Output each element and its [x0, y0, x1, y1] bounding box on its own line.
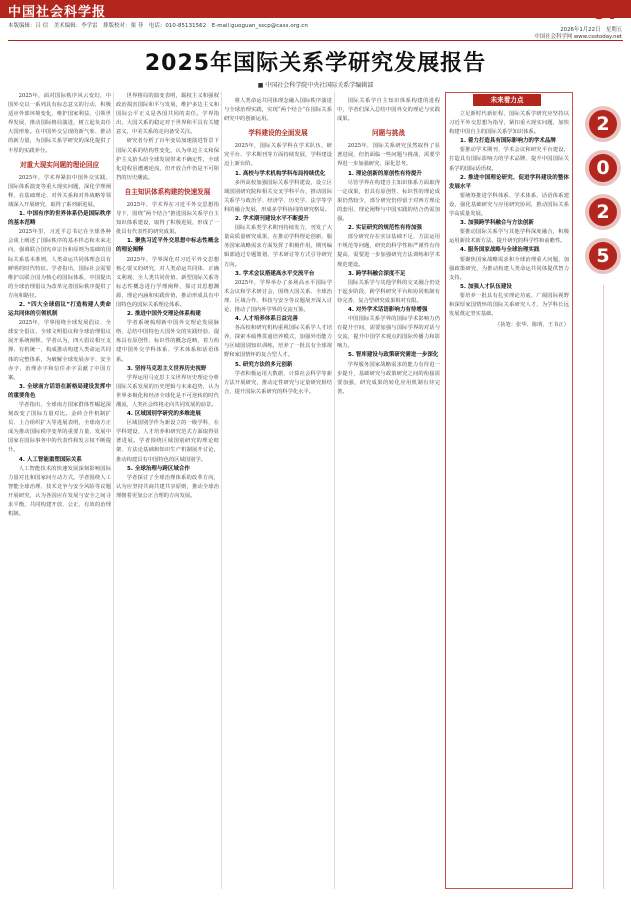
paragraph: 区域国别学作为新设立的一级学科，在学科建设、人才培养和研究范式方面取得显著进展。学者围绕区域国别研究的理论框架、方法论基础和知识生产机制展开讨论，推动构建具有中国特色的区域国别学。: [116, 420, 219, 463]
paragraph: 学者指出，全球南方国家群体性崛起深刻改变了国际力量对比。金砖合作机制扩员、上合组织扩大等进展表明，全球南方正成为推动国际秩序变革的重要力量，发展中国家在国际事务中的代表性和发言权不断提升。: [8, 402, 111, 454]
paragraph: 要聚焦国家战略需求和全球治理重大问题，加强政策研究，为推动构建人类命运共同体提供智力支持。: [449, 256, 569, 281]
paragraph: 中国国际关系学界的国际学术影响力仍有提升空间，需要加强与国际学界的对话与交流，提升中国学术观点的国际传播力和影响力。: [337, 316, 440, 350]
subheading: 5. 加强人才队伍建设: [460, 283, 512, 290]
subheading: 3. 跨学科融合深度不足: [348, 270, 406, 277]
newspaper-brand: 中国社会科学报: [8, 5, 107, 20]
paragraph: 要推动学术期刊、学术会议和研究平台建设，打造具有国际影响力的学术品牌，提升中国国际关系学的国际话语权。: [449, 147, 569, 172]
paragraph: 2025年里，习近平总书记在全球各种会谈上阐述了国际秩序的基本样态和未来走向，强调联合国宪章宗旨和原则为基础的国际关系基本准则，人类命运共同体理念具有鲜明的时代特征。学者指出，国际社会需要维护以联合国为核心的国际体系，中国提出的全球治理倡议为改革完善国际秩序提供了方向和路径。: [8, 229, 111, 299]
paragraph: 多所高校加强国际关系学科建设，设立区域国别研究院和相关交叉学科平台，推动国际关系学与政治学、经济学、历史学、法学等学科的融合发展，形成多学科协同的研究格局。: [224, 179, 332, 213]
paragraph: 学界服务国家战略需求的能力有待进一步提升，基础研究与政策研究之间的衔接需要加强，研究成果的转化应用机制有待完善。: [337, 361, 440, 395]
column-4: [337, 97, 440, 889]
paragraph: 2025年，学界举办了多场高水平国际学术会议和学术研讨会，围绕大国关系、全球治理、区域合作、科技与安全等议题展开深入讨论，推动了国内外学界的交流互鉴。: [224, 279, 332, 313]
paragraph: 要推动国际关系学与其他学科深度融合，积极运用新技术新方法，提升研究的科学性和前瞻性。: [449, 229, 569, 245]
subheading: 3. 坚持马克思主义世界历史视野: [127, 365, 207, 372]
subheading: 5. 研究方法的多元创新: [235, 361, 293, 368]
subheading: 2. 推进中国外交理论体系构建: [127, 311, 201, 318]
column-divider: [221, 92, 222, 889]
subheading: 5. 智库建设与政策研究需进一步深化: [348, 352, 439, 359]
paragraph: 国际关系类学术期刊持续发力，刊发了大量高质量研究成果，在推动学科理论创新、服务国家战略需求方面发挥了积极作用。期刊编辑部通过专题策划、学术研讨等方式引导研究方向。: [224, 225, 332, 268]
paragraph: 2025年，学界深化对习近平外交思想核心要义的研究，对人类命运共同体、正确义利观、全人类共同价值、新型国际关系等标志性概念进行学理阐释，探讨其思想渊源、理论内涵和实践价值，推动形成具有中国特色的国际关系理论体系。: [116, 256, 219, 308]
section-heading: 对重大现实问题的理论回应: [19, 160, 100, 169]
author-credit: （执笔：张华、陈明、王书正）: [494, 322, 569, 329]
paragraph: 学界运用马克思主义世界历史理论分析国际关系发展的历史逻辑与未来趋势，认为世界多极化和经济全球化是不可逆转的时代潮流，人类社会终将走向共同发展的前景。: [116, 374, 219, 408]
side-rule: [603, 285, 604, 889]
section-heading: 学科建设的全面发展: [248, 129, 308, 138]
paragraph: 要培养一批具有扎实理论功底、广阔国际视野和深厚家国情怀的国际关系研究人才，为学科长远发展奠定坚实基础。: [449, 292, 569, 318]
paragraph: 要统筹推进学科体系、学术体系、话语体系建设，强化基础研究与应用研究协同，推动国际关系学高质量发展。: [449, 192, 569, 218]
paragraph: 学者探讨了全球治理体系的改革方向，认为应坚持共商共建共享原则，推动全球治理朝着更加公正合理的方向发展。: [116, 474, 219, 499]
paragraph: 尽管学界在构建自主知识体系方面取得一定成果，但具有原创性、标识性的理论成果仍然较少，部分研究仍停留于对西方理论的套用，理论阐释与中国实践的结合仍需加强。: [337, 179, 440, 223]
editor-info: 本版编辑：吕 信 美术编辑：李学雷 排版校对：栗 菲 电话：010-85131562 E-mail:guoguan_sscp@cass.org.cn: [8, 23, 308, 29]
subheading: 2. 推进中国理论研究、促进学科建设的整体发展水平: [449, 174, 569, 190]
website: 中国社会科学网 www.csstoday.net: [534, 34, 622, 40]
subheading: 2. “四大全球倡议”打造构建人类命运共同体的引领机制: [8, 301, 111, 318]
subheading: 2. 学术期刊建设水平不断提升: [235, 216, 309, 223]
masthead: [0, 0, 631, 40]
subheading: 1. 中国有序的世界体系仍是国际秩序的基本范畴: [8, 211, 111, 227]
paragraph: 学者积极运用大数据、计算社会科学等新方法开展研究，推动定性研究与定量研究相结合，提升国际关系研究的科学化水平。: [224, 370, 332, 395]
paragraph: 学者系统梳理新中国外交理论发展脉络，总结中国特色大国外交的实践经验，提炼具有原创性、标识性的概念范畴，着力构建中国外交学科体系、学术体系和话语体系。: [116, 320, 219, 363]
subheading: 4. 对外学术话语影响力有待增强: [348, 306, 428, 313]
paragraph: 2025年，学术界在习近平外交思想指导下，围绕“两个结合”推进国际关系学自主知识体系建设，取得了积极进展，形成了一批具有代表性的研究成果。: [116, 201, 219, 236]
paragraph: 世界格局的演变表明，霸权主义和强权政治损害国际和平与发展，维护多边主义和国际公平正义是各国共同的责任。学界指出，大国关系的稳定对于世界和平具有关键意义，中美关系的走向备受关注。: [116, 93, 219, 136]
subheading: 4. 人才培养体系日益完善: [235, 316, 298, 323]
paragraph: 国际关系学自主知识体系构建的进程中，学者们深入总结中国外交的理论与实践成果。: [337, 98, 440, 123]
paragraph: 人工智能技术的快速发展深刻影响国际力量对比和国家间互动方式。学者围绕人工智能全球治理、技术竞争与安全风险等议题开展研究，认为各国应在发展与安全之间寻求平衡，共同构建开放、公正、有效的治理机制。: [8, 465, 111, 518]
subheading: 1. 理论创新的原创性有待提升: [348, 170, 422, 177]
paragraph: 将人类命运共同体理念融入国际秩序演进与全球治理实践，实现“两个结合”在国际关系研究中的创新运用。: [224, 98, 332, 123]
column-divider: [113, 92, 114, 889]
column-5: [445, 92, 573, 889]
year-badge: 2: [585, 106, 621, 142]
subheading: 4. 服务国家战略与全球治理实践: [460, 247, 540, 254]
paragraph: 2025年，学界围绕全球发展倡议、全球安全倡议、全球文明倡议和全球治理倡议展开系统阐释。学者认为，四大倡议相互支撑、有机统一，构成推动构建人类命运共同体的完整体系，为破解全球发展赤字、安全赤字、治理赤字和信任赤字贡献了中国方案。: [8, 320, 111, 381]
masthead-rule: [8, 40, 623, 41]
paragraph: 国际关系学与其他学科的交叉融合仍处于起步阶段，跨学科研究平台和协同机制有待完善，复合型研究成果相对有限。: [337, 279, 440, 304]
article-byline: ■ 中国社会科学院中央社国际关系学编辑部: [257, 82, 374, 89]
sidebar-box-title: 未来着力点: [473, 94, 541, 106]
page-number: 07: [591, 0, 622, 25]
column-3: [224, 97, 332, 889]
subheading: 4. 区域国别学研究的多维进展: [127, 411, 201, 418]
subheading: 3. 加强跨学科融合与方法创新: [460, 220, 534, 227]
year-badge: 0: [585, 150, 621, 186]
column-1: [8, 92, 111, 889]
subheading: 2. 实证研究的规范性有待加强: [348, 225, 422, 232]
column-2: [116, 92, 219, 889]
column-divider: [334, 92, 335, 889]
subheading: 3. 学术会议搭建高水平交流平台: [235, 270, 315, 277]
subheading: 1. 聚焦习近平外交思想中标志性概念的理论阐释: [116, 238, 219, 254]
paragraph: 研究者分析了百年变局加速演进背景下国际关系的结构性变化，认为单边主义和保护主义抬头给全球发展带来不确定性，全球化进程虽遭遇逆流，但开放合作仍是不可阻挡的历史潮流。: [116, 138, 219, 181]
paragraph: 立足新时代新征程，国际关系学研究应坚持以习近平外交思想为指导，紧扣重大现实问题，加快构建中国自主的国际关系学知识体系。: [449, 111, 569, 136]
paragraph: 2025年，学术界紧扣中国外交实践、国际体系演变等重大现实问题，深化学理阐释，在基础理论、对外关系和对外战略等领域深入开展研究，取得了系列新进展。: [8, 174, 111, 208]
article-headline: 2025年国际关系学研究发展报告: [144, 51, 487, 76]
subheading: 1. 着力打造具有国际影响力的学术品牌: [460, 138, 556, 145]
paragraph: 部分研究存在实证基础不足、方法运用不规范等问题，研究的科学性和严谨性有待提高，需要进一步加强研究方法训练和学术规范建设。: [337, 234, 440, 268]
paragraph: 2025年，面对国际秩序风云变幻，中国外交以一系列具有标志意义的行动，积极适应外部环境变化，维护国家利益，引领世界发展，推动国际格局演进，树立起负责任大国形象。在中国外交呈现的新气象、推动的新力量，为国际关系学研究的深化提供了丰厚的实践养分。: [8, 93, 111, 154]
subheading: 1. 高校与学术机构学科布局持续优化: [235, 170, 326, 177]
subheading: 5. 全球治理与跨区域合作: [127, 465, 190, 472]
year-badge: 2: [585, 194, 621, 230]
issue-date: 2026年1月22日 星期五: [560, 27, 622, 33]
paragraph: 2025年，国际关系学科在学术队伍、研究平台、学术期刊等方面持续发展，学科建设迈上新台阶。: [224, 143, 332, 168]
year-badge: 5: [585, 238, 621, 274]
subheading: 4. 人工智能重塑国际关系: [19, 456, 82, 463]
subheading: 3. 全球南方话语在新格局建设发挥中的重要角色: [8, 383, 111, 399]
section-heading: 问题与挑战: [372, 129, 405, 138]
paragraph: 2025年，国际关系研究虽然取得了显著进展，但仍面临一些问题与挑战，需要学界进一步加强研究、深化思考。: [337, 143, 440, 168]
section-heading: 自主知识体系构建的快速发展: [124, 187, 211, 196]
paragraph: 各高校和研究机构重视国际关系学人才培养，探索本硕博贯通培养模式，加强外语能力与区域国别知识训练，培养了一批具有全球视野和家国情怀的复合型人才。: [224, 325, 332, 359]
